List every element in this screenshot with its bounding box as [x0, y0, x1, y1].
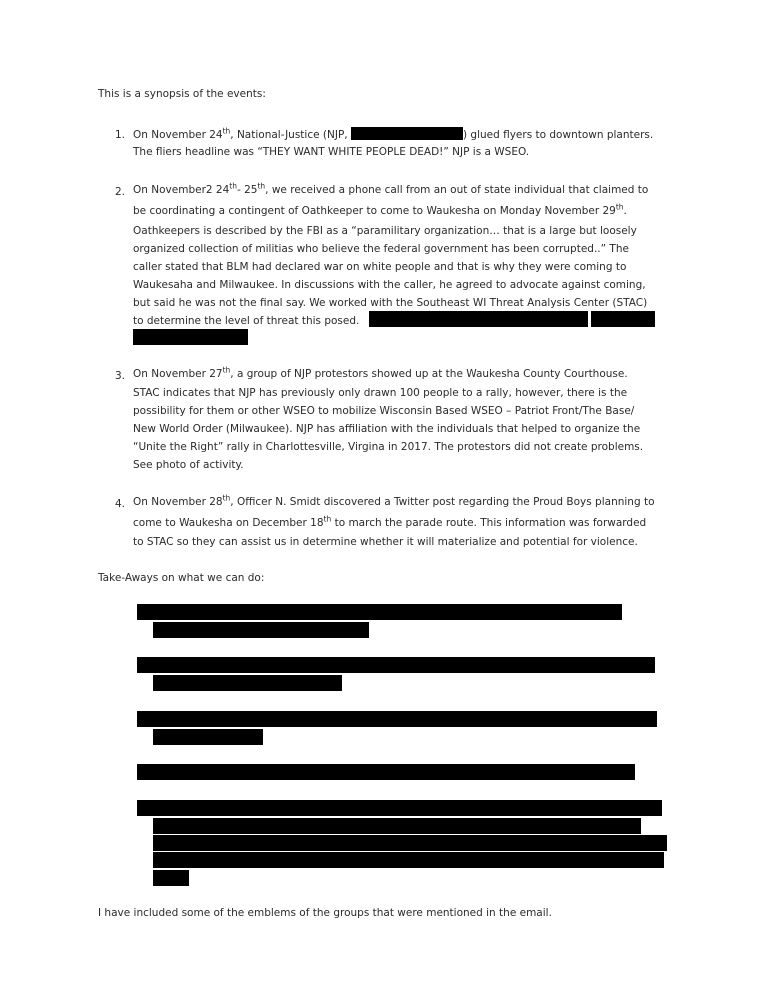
item-2-line-5: caller stated that BLM had declared war on white people and that is why they were coming to	[133, 261, 627, 273]
redaction-bar	[591, 311, 655, 327]
item-2-line-8: to determine the level of threat this posed.	[133, 315, 360, 327]
item-3-line-2: STAC indicates that NJP has previously only drawn 100 people to a rally, however, there is the	[133, 387, 628, 399]
item-1-number: 1.	[115, 129, 126, 141]
item-2-line-1: On November2 24th- 25th, we received a phone call from an out of state individual that claimed to	[133, 181, 649, 196]
item-2-line-2: be coordinating a contingent of Oathkeeper to come to Waukesha on Monday November 29th.	[133, 202, 627, 217]
intro-text: This is a synopsis of the events:	[98, 88, 266, 100]
item-2-line-4: organized collection of militias who believe the federal government has been corrupted..” The	[133, 243, 629, 255]
item-1-line-2: The fliers headline was “THEY WANT WHITE PEOPLE DEAD!” NJP is a WSEO.	[133, 146, 530, 158]
item-4-line-3: to STAC so they can assist us in determine whether it will materialize and potential for violence.	[133, 536, 638, 548]
item-2-line-3: Oathkeepers is described by the FBI as a “paramilitary organization… that is a large but loosely	[133, 225, 637, 237]
redaction-bar	[153, 835, 667, 851]
redaction-bar	[153, 729, 263, 745]
item-1-line-1: On November 24th, National-Justice (NJP, ) glued flyers to downtown planters.	[133, 126, 654, 141]
item-3-line-3: possibility for them or other WSEO to mobilize Wisconsin Based WSEO – Patriot Front/The Base/	[133, 405, 635, 417]
redaction-bar	[137, 657, 655, 673]
item-2-line-6: Waukesaha and Milwaukee. In discussions with the caller, he agreed to advocate against coming,	[133, 279, 646, 291]
item-3-line-4: New World Order (Milwaukee). NJP has affiliation with the individuals that helped to organize the	[133, 423, 641, 435]
redaction-bar	[137, 800, 662, 816]
redaction-bar	[133, 329, 248, 345]
item-4-number: 4.	[115, 498, 126, 510]
redaction-bar	[153, 675, 342, 691]
item-4-line-1: On November 28th, Officer N. Smidt discovered a Twitter post regarding the Proud Boys planning to	[133, 493, 655, 508]
item-2-number: 2.	[115, 186, 126, 198]
item-4-line-2: come to Waukesha on December 18th to march the parade route. This information was forwarded	[133, 514, 647, 529]
redaction-bar	[351, 127, 463, 140]
takeaways-heading: Take-Aways on what we can do:	[98, 572, 265, 584]
closing-text: I have included some of the emblems of the groups that were mentioned in the email.	[98, 907, 552, 919]
item-3-line-6: See photo of activity.	[133, 459, 244, 471]
item-3-number: 3.	[115, 370, 126, 382]
redaction-bar	[153, 818, 641, 834]
redaction-bar	[153, 870, 189, 886]
item-3-line-1: On November 27th, a group of NJP protestors showed up at the Waukesha County Courthouse.	[133, 365, 628, 380]
redaction-bar	[137, 604, 622, 620]
redaction-bar	[153, 622, 369, 638]
item-3-line-5: “Unite the Right” rally in Charlottesville, Virgina in 2017. The protestors did not create problems.	[133, 441, 644, 453]
item-2-line-7: but said he was not the final say. We worked with the Southeast WI Threat Analysis Center (STAC)	[133, 297, 648, 309]
redaction-bar	[137, 711, 657, 727]
redaction-bar	[369, 311, 588, 327]
redaction-bar	[137, 764, 635, 780]
redaction-bar	[153, 852, 664, 868]
